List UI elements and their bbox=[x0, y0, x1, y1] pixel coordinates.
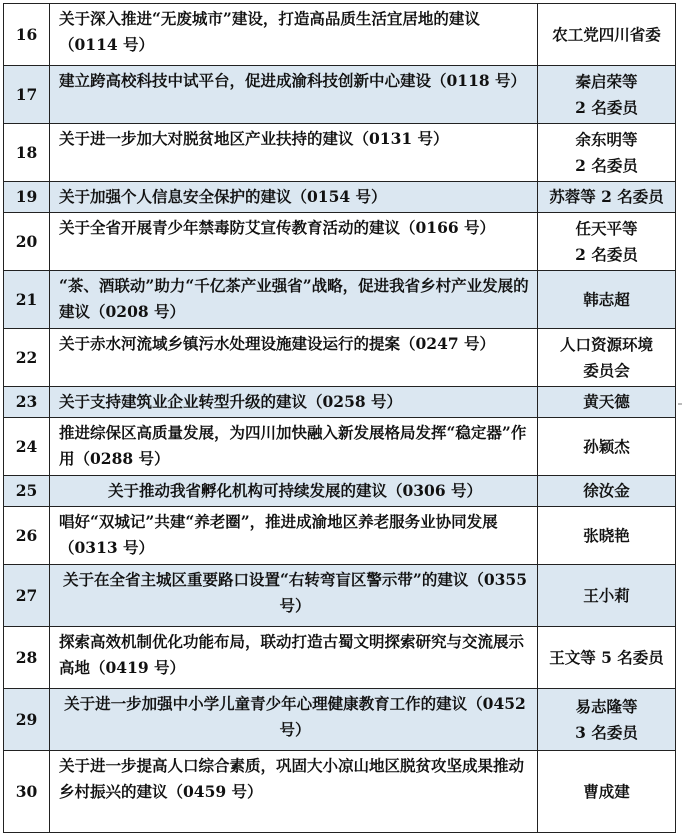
row-number: 27 bbox=[4, 565, 50, 627]
row-number: 17 bbox=[4, 66, 50, 124]
proposal-author: 王文等 5 名委员 bbox=[538, 627, 676, 689]
row-number: 18 bbox=[4, 124, 50, 182]
proposal-title: 唱好“双城记”共建“养老圈”，推进成渝地区养老服务业协同发展（0313 号） bbox=[50, 507, 538, 565]
proposal-title: 推进综保区高质量发展，为四川加快融入新发展格局发挥“稳定器”作用（0288 号） bbox=[50, 418, 538, 476]
proposal-author: 黄天德 bbox=[538, 387, 676, 418]
row-number: 22 bbox=[4, 329, 50, 387]
table-row bbox=[4, 507, 676, 565]
row-number: 16 bbox=[4, 4, 50, 66]
table-row bbox=[4, 124, 676, 182]
proposal-title: 关于进一步加强中小学儿童青少年心理健康教育工作的建议（0452 号） bbox=[50, 689, 538, 751]
row-number: 29 bbox=[4, 689, 50, 751]
table-row bbox=[4, 4, 676, 66]
table-row bbox=[4, 476, 676, 507]
proposal-title: 关于加强个人信息安全保护的建议（0154 号） bbox=[50, 182, 538, 213]
proposal-title: 关于进一步提高人口综合素质，巩固大小凉山地区脱贫攻坚成果推动乡村振兴的建议（0459 号） bbox=[50, 751, 538, 833]
table-row bbox=[4, 387, 676, 418]
row-number: 24 bbox=[4, 418, 50, 476]
table-row bbox=[4, 751, 676, 833]
table-row bbox=[4, 271, 676, 329]
proposal-author: 易志隆等 3 名委员 bbox=[538, 689, 676, 751]
proposal-title: 关于支持建筑业企业转型升级的建议（0258 号） bbox=[50, 387, 538, 418]
row-number: 25 bbox=[4, 476, 50, 507]
row-number: 19 bbox=[4, 182, 50, 213]
proposals-table bbox=[3, 3, 676, 833]
row-number: 28 bbox=[4, 627, 50, 689]
proposal-author: 徐汝金 bbox=[538, 476, 676, 507]
row-number: 30 bbox=[4, 751, 50, 833]
table-row bbox=[4, 66, 676, 124]
proposal-author: 韩志超 bbox=[538, 271, 676, 329]
proposal-author: 人口资源环境 委员会 bbox=[538, 329, 676, 387]
proposal-author: 农工党四川省委 bbox=[538, 4, 676, 66]
table-row bbox=[4, 329, 676, 387]
proposal-title: “茶、酒联动”助力“千亿茶产业强省”战略，促进我省乡村产业发展的建议（0208 号） bbox=[50, 271, 538, 329]
table-row bbox=[4, 213, 676, 271]
table-row bbox=[4, 565, 676, 627]
proposal-author: 曹成建 bbox=[538, 751, 676, 833]
proposal-title: 关于在全省主城区重要路口设置“右转弯盲区警示带”的建议（0355 号） bbox=[50, 565, 538, 627]
proposal-author: 任天平等 2 名委员 bbox=[538, 213, 676, 271]
proposal-author: 王小莉 bbox=[538, 565, 676, 627]
proposal-author: 秦启荣等 2 名委员 bbox=[538, 66, 676, 124]
edge-mark bbox=[678, 403, 682, 405]
proposal-title: 关于全省开展青少年禁毒防艾宣传教育活动的建议（0166 号） bbox=[50, 213, 538, 271]
proposal-author: 余东明等 2 名委员 bbox=[538, 124, 676, 182]
proposals-table-body bbox=[4, 4, 676, 833]
proposal-title: 探索高效机制优化功能布局，联动打造古蜀文明探索研究与交流展示高地（0419 号） bbox=[50, 627, 538, 689]
proposal-author: 孙颖杰 bbox=[538, 418, 676, 476]
row-number: 26 bbox=[4, 507, 50, 565]
proposal-title: 关于赤水河流域乡镇污水处理设施建设运行的提案（0247 号） bbox=[50, 329, 538, 387]
row-number: 21 bbox=[4, 271, 50, 329]
proposal-author: 苏蓉等 2 名委员 bbox=[538, 182, 676, 213]
proposal-title: 关于推动我省孵化机构可持续发展的建议（0306 号） bbox=[50, 476, 538, 507]
proposal-author: 张晓艳 bbox=[538, 507, 676, 565]
table-row bbox=[4, 627, 676, 689]
table-row bbox=[4, 418, 676, 476]
proposal-title: 关于进一步加大对脱贫地区产业扶持的建议（0131 号） bbox=[50, 124, 538, 182]
proposal-title: 建立跨高校科技中试平台，促进成渝科技创新中心建设（0118 号） bbox=[50, 66, 538, 124]
proposal-title: 关于深入推进“无废城市”建设，打造高品质生活宜居地的建议（0114 号） bbox=[50, 4, 538, 66]
row-number: 20 bbox=[4, 213, 50, 271]
row-number: 23 bbox=[4, 387, 50, 418]
table-row bbox=[4, 182, 676, 213]
table-row bbox=[4, 689, 676, 751]
